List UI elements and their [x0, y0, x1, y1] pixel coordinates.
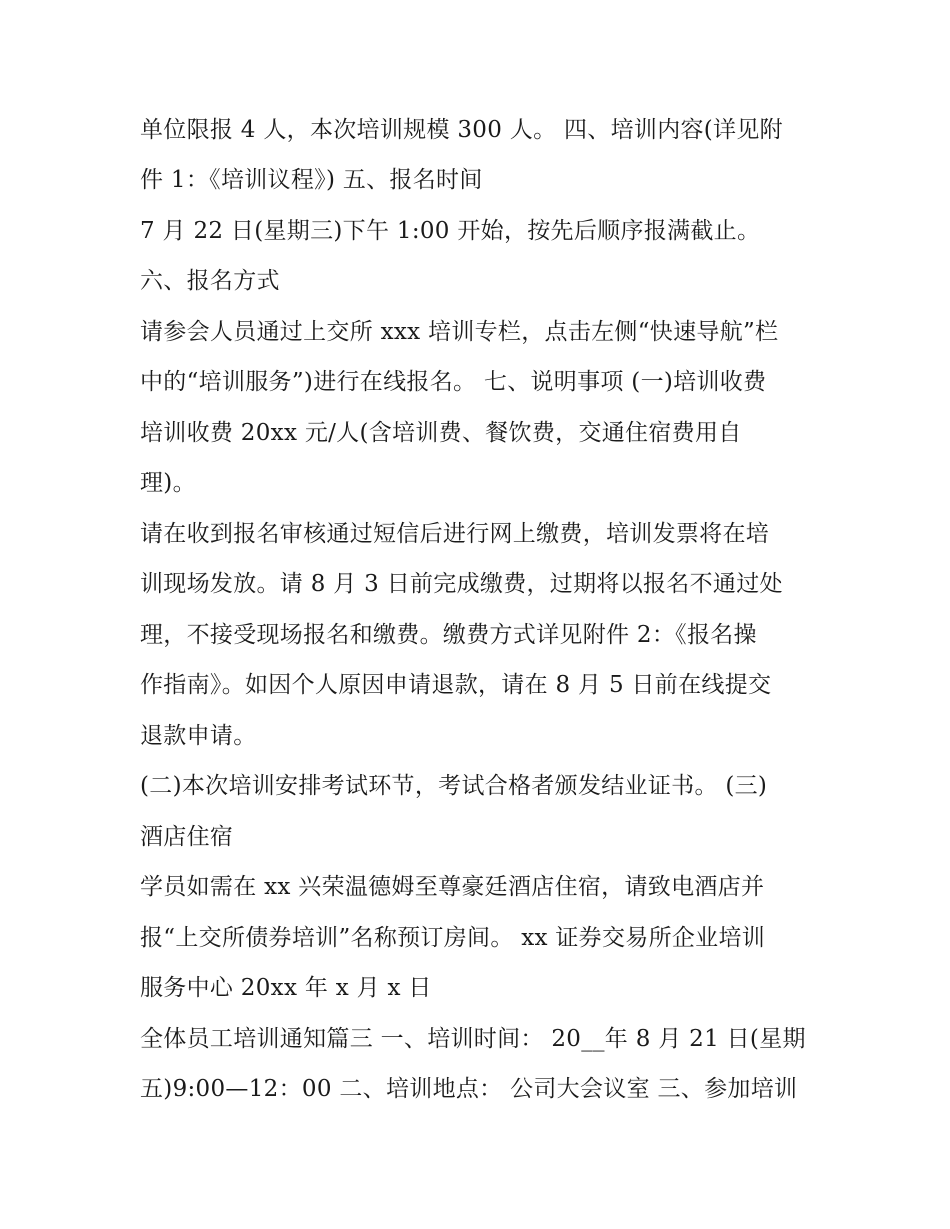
text-line: 件 1：《培训议程》) 五、报名时间: [140, 167, 483, 193]
text-line: (二)本次培训安排考试环节，考试合格者颁发结业证书。 (三): [140, 773, 768, 799]
text-line: 理)。: [140, 470, 196, 496]
text-line: 作指南》。如因个人原因申请退款，请在 8 月 5 日前在线提交: [140, 672, 772, 698]
text-line: 全体员工培训通知篇三 一、培训时间： 20__年 8 月 21 日(星期: [140, 1026, 806, 1052]
section-heading: 六、报名方式: [140, 268, 280, 294]
text-line: 单位限报 4 人，本次培训规模 300 人。 四、培训内容(详见附: [140, 117, 783, 143]
text-line: 退款申请。: [140, 723, 257, 749]
text-line: 请参会人员通过上交所 xxx 培训专栏，点击左侧“快速导航”栏: [140, 319, 779, 345]
text-line: 请在收到报名审核通过短信后进行网上缴费，培训发票将在培: [140, 521, 770, 547]
text-line: 服务中心 20xx 年 x 月 x 日: [140, 975, 432, 1001]
text-line: 五)9:00—12：00 二、培训地点： 公司大会议室 三、参加培训: [140, 1076, 798, 1102]
text-line: 理，不接受现场报名和缴费。缴费方式详见附件 2：《报名操: [140, 622, 757, 648]
text-line: 报“上交所债券培训”名称预订房间。 xx 证券交易所企业培训: [140, 925, 766, 951]
text-line: 培训收费 20xx 元/人(含培训费、餐饮费，交通住宿费用自: [140, 420, 742, 446]
text-line: 中的“培训服务”)进行在线报名。 七、说明事项 (一)培训收费: [140, 369, 767, 395]
text-line: 7 月 22 日(星期三)下午 1:00 开始，按先后顺序报满截止。: [140, 218, 761, 244]
text-line: 学员如需在 xx 兴荣温德姆至尊豪廷酒店住宿，请致电酒店并: [140, 874, 765, 900]
text-line: 酒店住宿: [140, 824, 234, 850]
text-line: 训现场发放。请 8 月 3 日前完成缴费，过期将以报名不通过处: [140, 571, 783, 597]
